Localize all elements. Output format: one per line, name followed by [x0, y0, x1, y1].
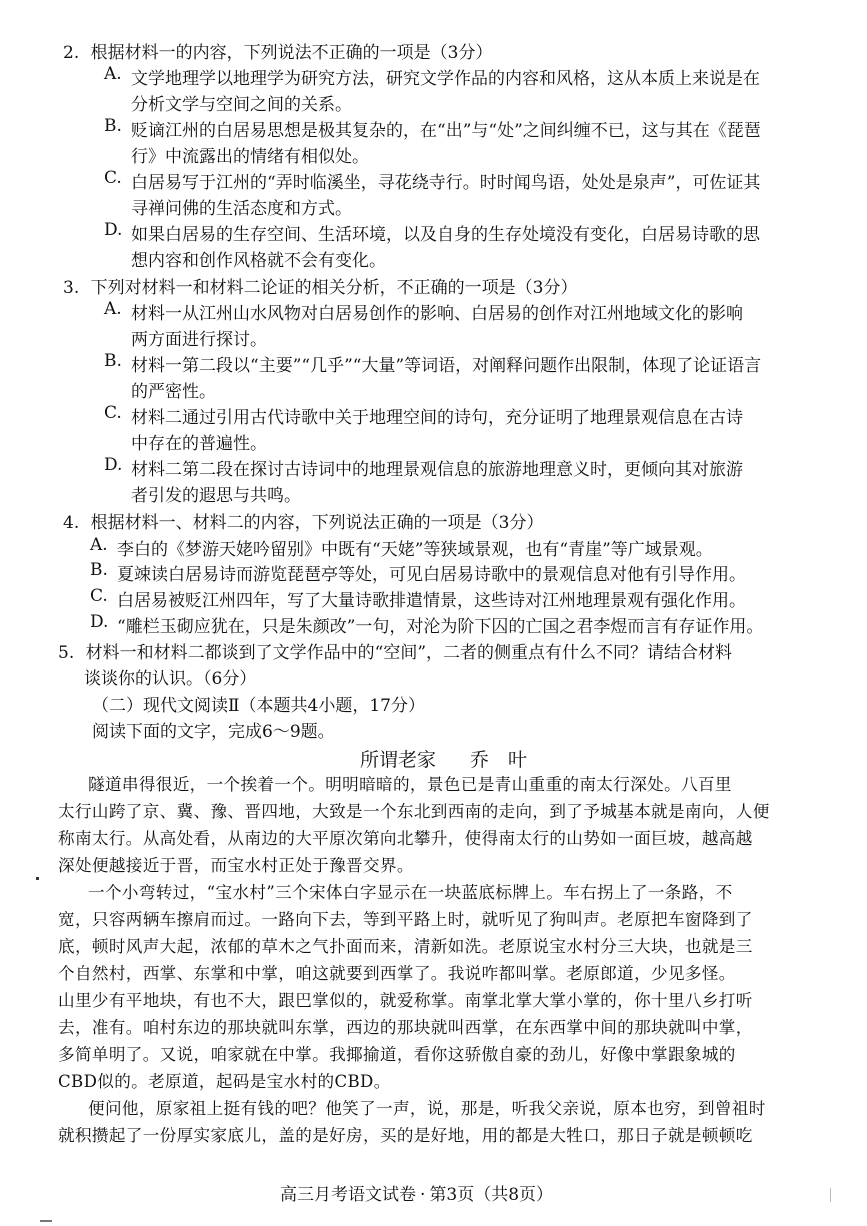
option-text: 如果白居易的生存空间、生活环境，以及自身的生存处境没有变化，白居易诗歌的思 [131, 225, 760, 245]
option-key: B. [104, 351, 122, 371]
option-text-continued: 分析文学与空间之间的关系。 [131, 95, 352, 115]
option-key: D. [104, 455, 123, 475]
question-text: 材料一和材料二都谈到了文学作品中的“空间”，二者的侧重点有什么不同？请结合材料 [85, 643, 733, 663]
option-key: C. [90, 586, 108, 606]
essay-line: 底，顿时风声大起，浓郁的草木之气扑面而来，清新如洗。老原说宝水村分三大块，也就是三 [58, 937, 753, 956]
section-heading: （二）现代文阅读Ⅱ（本题共4小题，17分） [92, 696, 426, 716]
essay-line: 宽，只容两辆车擦肩而过。一路向下去，等到平路上时，就听见了狗叫声。老原把车窗降到了 [58, 910, 753, 929]
option-text: 李白的《梦游天姥吟留别》中既有“天姥”等狭域景观，也有“青崖”等广域景观。 [117, 540, 713, 560]
question-number: 2. [63, 43, 80, 63]
option-text-continued: 两方面进行探讨。 [131, 330, 267, 350]
question-5-stem-continued: 谈谈你的认识。（6分） [84, 669, 257, 689]
question-4-stem [63, 508, 803, 533]
essay-line: 称南太行。从高处看，从南边的大平原次第向北攀升，使得南太行的山势如一面巨坡，越高越 [58, 829, 753, 848]
question-2-stem [63, 38, 803, 63]
footer-exam-title: 高三月考语文试卷 [280, 1185, 416, 1205]
option-key: A. [104, 299, 122, 319]
essay-line: 便问他，原家祖上挺有钱的吧？他笑了一声，说，那是，听我父亲说，原本也穷，到曾祖时 [88, 1099, 766, 1118]
option-key: A. [90, 535, 108, 555]
essay-line: 一个小弯转过，“宝水村”三个宋体白字显示在一块蓝底标牌上。车右拐上了一条路，不 [88, 883, 733, 902]
essay-line: 山里少有平地块，有也不大，跟巴掌似的，就爱称掌。南掌北掌大掌小掌的，你十里八乡打听 [58, 991, 753, 1010]
option-text: 材料二第二段在探讨古诗词中的地理景观信息的旅游地理意义时，更倾向其对旅游 [131, 460, 743, 480]
option-text-continued: 寻禅问佛的生活态度和方式。 [131, 199, 352, 219]
essay-line: 太行山跨了京、冀、豫、晋四地，大致是一个东北到西南的走向，到了予城基本就是南向，人便 [58, 802, 770, 821]
option-text: 贬谪江州的白居易思想是极其复杂的，在“出”与“处”之间纠缠不已，这与其在《琵琶 [131, 121, 761, 141]
option-text-continued: 中存在的普遍性。 [131, 434, 267, 454]
essay-author: 乔 叶 [470, 749, 528, 771]
question-number: 3. [63, 278, 80, 298]
option-text: 材料一第二段以“主要”“几乎”“大量”等词语，对阐释问题作出限制，体现了论证语言 [131, 356, 762, 376]
option-key: A. [104, 64, 122, 84]
option-text-continued: 的严密性。 [131, 382, 216, 402]
option-key: B. [90, 560, 108, 580]
essay-line: 多简单明了。又说，咱家就在中掌。我揶揄道，看你这骄傲自豪的劲儿，好像中掌跟象城的 [58, 1045, 736, 1064]
option-text: 文学地理学以地理学为研究方法，研究文学作品的内容和风格，这从本质上来说是在 [131, 69, 760, 89]
essay-line: 隧道串得很近，一个挨着一个。明明暗暗的，景色已是青山重重的南太行深处。八百里 [88, 775, 732, 794]
question-3-stem [63, 273, 803, 298]
option-text-continued: 行》中流露出的情绪有相似处。 [131, 147, 369, 167]
page-footer [280, 1180, 553, 1205]
option-text: 材料二通过引用古代诗歌中关于地理空间的诗句，充分证明了地理景观信息在古诗 [131, 408, 743, 428]
essay-line: 个自然村，西掌、东掌和中掌，咱这就要到西掌了。我说咋都叫掌。老原郎道，少见多怪。 [58, 964, 736, 983]
essay-line: CBD似的。老原道，起码是宝水村的CBD。 [58, 1072, 391, 1091]
option-text-continued: 者引发的遐思与共鸣。 [131, 486, 301, 506]
option-text: 材料一从江州山水风物对白居易创作的影响、白居易的创作对江州地域文化的影响 [131, 304, 743, 324]
essay-line: 就积攒起了一份厚实家底儿，盖的是好房，买的是好地，用的都是大牲口，那日子就是顿顿吃 [58, 1126, 753, 1145]
question-number: 4. [63, 513, 80, 533]
option-text: 白居易被贬江州四年，写了大量诗歌排遣情景，这些诗对江州地理景观有强化作用。 [117, 591, 746, 611]
option-key: B. [104, 116, 122, 136]
question-text: 根据材料一的内容，下列说法不正确的一项是（3分） [90, 43, 493, 63]
scan-speck [36, 877, 39, 880]
option-text: 白居易写于江州的“弄时临溪坐，寻花绕寺行。时时闻鸟语，处处是泉声”，可佐证其 [131, 173, 761, 193]
footer-page-number: 第3页（共8页） [429, 1185, 554, 1205]
essay-title: 所谓老家 [360, 749, 437, 771]
option-key: C. [104, 403, 122, 423]
option-text-continued: 想内容和创作风格就不会有变化。 [131, 251, 386, 271]
option-text: “雕栏玉砌应犹在，只是朱颜改”一句，对沦为阶下囚的亡国之君李煜而言有存证作用。 [117, 617, 764, 637]
question-text: 根据材料一、材料二的内容，下列说法正确的一项是（3分） [90, 513, 544, 533]
option-key: D. [104, 220, 123, 240]
essay-line: 深处便越接近于晋，而宝水村正处于豫晋交界。 [58, 856, 414, 875]
scan-speck [830, 1188, 831, 1202]
essay-line: 去，准有。咱村东边的那块就叫东掌，西边的那块就叫西掌，在东西掌中间的那块就叫中掌， [58, 1018, 753, 1037]
question-5-stem [58, 638, 798, 663]
essay-title-line [360, 745, 527, 772]
footer-separator: · [420, 1185, 426, 1205]
scan-speck [40, 1220, 52, 1222]
question-text: 下列对材料一和材料二论证的相关分析，不正确的一项是（3分） [90, 278, 578, 298]
option-key: D. [90, 612, 109, 632]
section-instruction: 阅读下面的文字，完成6～9题。 [92, 722, 335, 742]
question-number: 5. [58, 643, 75, 663]
option-key: C. [104, 168, 122, 188]
option-text: 夏竦读白居易诗而游览琵琶亭等处，可见白居易诗歌中的景观信息对他有引导作用。 [117, 565, 746, 585]
